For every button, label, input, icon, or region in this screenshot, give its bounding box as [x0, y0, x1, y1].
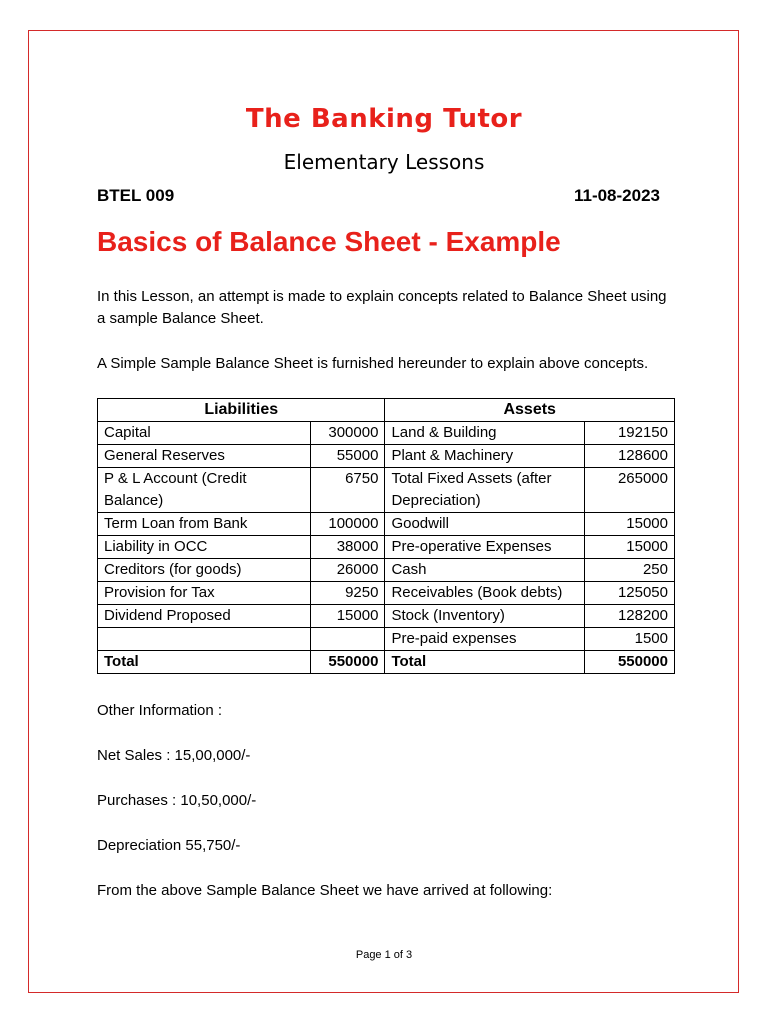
- asset-amount: 128600: [585, 445, 675, 468]
- asset-amount: 15000: [585, 536, 675, 559]
- asset-total-amount: 550000: [585, 651, 675, 674]
- table-row: [98, 422, 675, 445]
- intro-paragraph-2: A Simple Sample Balance Sheet is furnished hereunder to explain above concepts.: [97, 355, 649, 372]
- liabilities-header: Liabilities: [98, 399, 385, 422]
- asset-label: Cash: [385, 559, 585, 582]
- table-header-row: [98, 399, 675, 422]
- asset-amount: 125050: [585, 582, 675, 605]
- liability-amount: 100000: [311, 513, 385, 536]
- table-row: [98, 468, 675, 513]
- asset-amount: 128200: [585, 605, 675, 628]
- asset-label: Stock (Inventory): [385, 605, 585, 628]
- page-number: Page 1 of 3: [355, 949, 413, 961]
- purchases: Purchases : 10,50,000/-: [97, 792, 257, 809]
- liability-label: [98, 628, 311, 651]
- liability-label: Provision for Tax: [98, 582, 311, 605]
- liability-amount: 26000: [311, 559, 385, 582]
- table-row: [98, 582, 675, 605]
- table-row: [98, 513, 675, 536]
- liability-total-label: Total: [98, 651, 311, 674]
- lesson-code: BTEL 009: [97, 186, 175, 205]
- intro-paragraph: In this Lesson, an attempt is made to explain concepts related to Balance Sheet using a sample Balance Sheet.: [97, 288, 667, 327]
- liability-total-amount: 550000: [311, 651, 385, 674]
- asset-label: Receivables (Book debts): [385, 582, 585, 605]
- asset-label: Total Fixed Assets (after Depreciation): [385, 468, 585, 513]
- conclusion-text: From the above Sample Balance Sheet we have arrived at following:: [97, 882, 553, 899]
- total-row: [98, 651, 675, 674]
- liability-amount: 6750: [311, 468, 385, 513]
- asset-amount: 250: [585, 559, 675, 582]
- liability-amount: 300000: [311, 422, 385, 445]
- other-info-heading: Other Information :: [97, 702, 223, 719]
- lesson-date: 11-08-2023: [573, 186, 660, 205]
- liability-label: Dividend Proposed: [98, 605, 311, 628]
- asset-label: Pre-paid expenses: [385, 628, 585, 651]
- liability-amount: [311, 628, 385, 651]
- brand-title: The Banking Tutor: [245, 104, 523, 134]
- table-row: [98, 445, 675, 468]
- series-subtitle: Elementary Lessons: [283, 150, 485, 174]
- balance-sheet-table: [97, 398, 675, 674]
- table-row: [98, 559, 675, 582]
- table-row: [98, 605, 675, 628]
- depreciation: Depreciation 55,750/-: [97, 837, 241, 854]
- liability-label: Capital: [98, 422, 311, 445]
- liability-label: Term Loan from Bank: [98, 513, 311, 536]
- liability-label: Creditors (for goods): [98, 559, 311, 582]
- asset-amount: 265000: [585, 468, 675, 513]
- net-sales: Net Sales : 15,00,000/-: [97, 747, 251, 764]
- liability-label: P & L Account (Credit Balance): [98, 468, 311, 513]
- asset-label: Land & Building: [385, 422, 585, 445]
- asset-label: Plant & Machinery: [385, 445, 585, 468]
- asset-amount: 192150: [585, 422, 675, 445]
- liability-amount: 38000: [311, 536, 385, 559]
- liability-amount: 15000: [311, 605, 385, 628]
- asset-label: Goodwill: [385, 513, 585, 536]
- table-row: [98, 628, 675, 651]
- liability-amount: 55000: [311, 445, 385, 468]
- assets-header: Assets: [385, 399, 675, 422]
- liability-amount: 9250: [311, 582, 385, 605]
- asset-amount: 15000: [585, 513, 675, 536]
- table-row: [98, 536, 675, 559]
- liability-label: Liability in OCC: [98, 536, 311, 559]
- asset-amount: 1500: [585, 628, 675, 651]
- asset-total-label: Total: [385, 651, 585, 674]
- asset-label: Pre-operative Expenses: [385, 536, 585, 559]
- lesson-title: Basics of Balance Sheet - Example: [97, 226, 561, 257]
- liability-label: General Reserves: [98, 445, 311, 468]
